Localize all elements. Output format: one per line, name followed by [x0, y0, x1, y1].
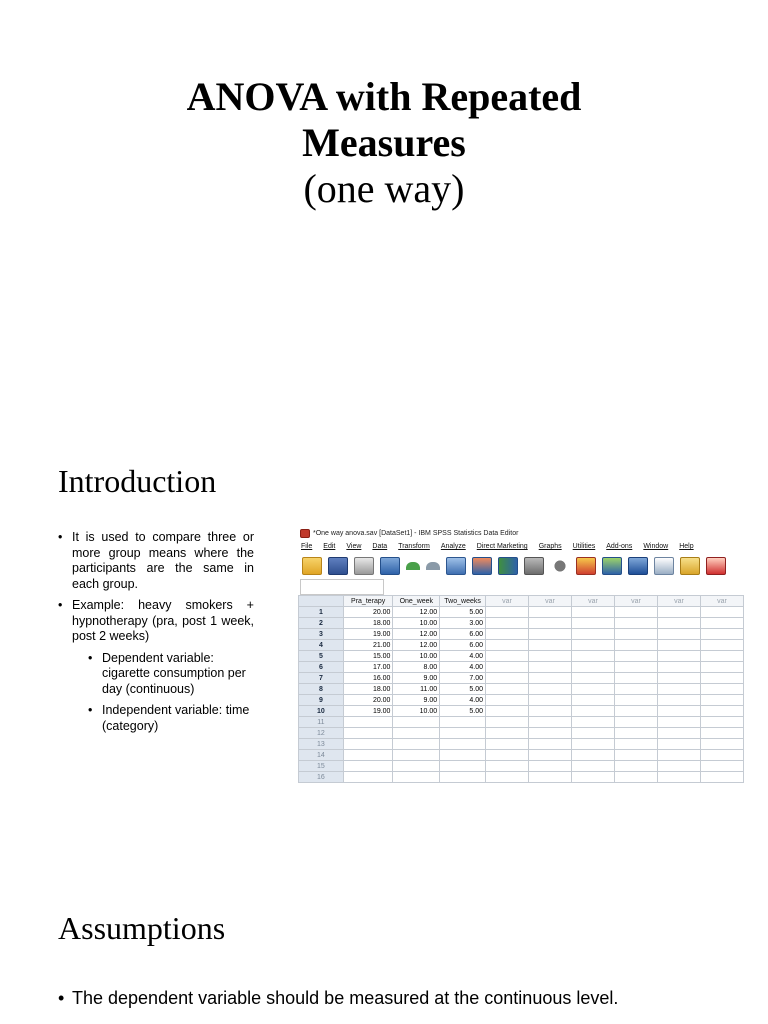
table-cell[interactable] [393, 761, 440, 772]
title-block [0, 74, 768, 212]
table-cell[interactable] [529, 662, 572, 673]
table-cell[interactable] [486, 651, 529, 662]
table-cell[interactable] [343, 761, 393, 772]
title-line-2: Measures [302, 120, 466, 165]
insert-cases-icon[interactable] [576, 557, 596, 575]
bullet-glyph: • [58, 988, 65, 1008]
select-cases-icon[interactable] [680, 557, 700, 575]
menu-help[interactable]: Help [679, 543, 694, 550]
table-cell[interactable] [657, 728, 700, 739]
table-cell[interactable] [700, 772, 743, 783]
row-header[interactable]: 2 [299, 618, 344, 629]
open-icon[interactable] [302, 557, 322, 575]
table-cell[interactable]: 4.00 [440, 662, 486, 673]
table-cell[interactable] [700, 739, 743, 750]
table-cell[interactable] [657, 640, 700, 651]
table-cell[interactable] [657, 629, 700, 640]
table-cell[interactable] [614, 706, 657, 717]
table-cell[interactable] [657, 684, 700, 695]
redo-icon[interactable] [426, 562, 440, 570]
table-cell[interactable] [571, 717, 614, 728]
table-cell[interactable] [700, 684, 743, 695]
table-cell[interactable]: 18.00 [343, 684, 393, 695]
table-row [299, 673, 744, 684]
table-cell[interactable] [700, 706, 743, 717]
split-file-icon[interactable] [628, 557, 648, 575]
menu-window[interactable]: Window [643, 543, 669, 550]
menu-file[interactable]: File [301, 543, 313, 550]
table-cell[interactable]: 12.00 [393, 607, 440, 618]
table-row [299, 662, 744, 673]
column-header[interactable]: var [529, 596, 572, 607]
table-cell[interactable] [614, 750, 657, 761]
table-cell[interactable] [700, 640, 743, 651]
column-header[interactable]: var [657, 596, 700, 607]
table-cell[interactable] [614, 695, 657, 706]
table-cell[interactable] [440, 739, 486, 750]
table-cell[interactable] [657, 706, 700, 717]
row-header[interactable]: 6 [299, 662, 344, 673]
table-cell[interactable] [571, 662, 614, 673]
table-cell[interactable] [440, 717, 486, 728]
table-cell[interactable] [486, 662, 529, 673]
bullet-item [58, 598, 254, 645]
table-cell[interactable] [529, 728, 572, 739]
table-cell[interactable]: 4.00 [440, 651, 486, 662]
table-cell[interactable] [529, 629, 572, 640]
table-cell[interactable]: 15.00 [343, 651, 393, 662]
table-cell[interactable] [614, 607, 657, 618]
table-cell[interactable] [486, 640, 529, 651]
row-header[interactable]: 15 [299, 761, 344, 772]
table-cell[interactable]: 3.00 [440, 618, 486, 629]
table-cell[interactable]: 6.00 [440, 640, 486, 651]
table-cell[interactable] [657, 717, 700, 728]
save-icon[interactable] [328, 557, 348, 575]
table-cell[interactable] [700, 607, 743, 618]
table-cell[interactable] [529, 618, 572, 629]
table-cell[interactable]: 9.00 [393, 673, 440, 684]
grid-corner[interactable] [299, 596, 344, 607]
table-cell[interactable] [657, 761, 700, 772]
table-cell[interactable] [529, 750, 572, 761]
table-cell[interactable] [486, 772, 529, 783]
assumptions-list [58, 984, 758, 1012]
row-header[interactable]: 3 [299, 629, 344, 640]
table-cell[interactable]: 20.00 [343, 695, 393, 706]
table-row [299, 629, 744, 640]
table-cell[interactable] [486, 728, 529, 739]
table-cell[interactable] [486, 717, 529, 728]
column-header[interactable]: var [571, 596, 614, 607]
spss-app-icon [300, 529, 310, 538]
table-cell[interactable] [393, 772, 440, 783]
spss-toolbar [298, 553, 744, 579]
table-cell[interactable] [343, 750, 393, 761]
table-cell[interactable] [571, 684, 614, 695]
column-header[interactable]: Two_weeks [440, 596, 486, 607]
goto-variable-icon[interactable] [472, 557, 492, 575]
table-cell[interactable]: 10.00 [393, 706, 440, 717]
table-cell[interactable] [529, 739, 572, 750]
table-cell[interactable] [529, 717, 572, 728]
table-cell[interactable] [614, 629, 657, 640]
table-cell[interactable] [657, 673, 700, 684]
row-header[interactable]: 8 [299, 684, 344, 695]
assumptions-heading: Assumptions [58, 910, 226, 946]
table-row [299, 684, 744, 695]
table-cell[interactable] [393, 750, 440, 761]
table-cell[interactable] [614, 717, 657, 728]
table-cell[interactable] [343, 717, 393, 728]
row-header[interactable]: 7 [299, 673, 344, 684]
insert-variable-icon[interactable] [602, 557, 622, 575]
table-cell[interactable] [529, 607, 572, 618]
table-cell[interactable] [486, 673, 529, 684]
row-header[interactable]: 9 [299, 695, 344, 706]
table-cell[interactable] [614, 673, 657, 684]
cell-reference-bar [300, 579, 744, 595]
table-cell[interactable]: 5.00 [440, 706, 486, 717]
table-cell[interactable] [657, 750, 700, 761]
title-line-3: (one way) [303, 166, 465, 211]
undo-icon[interactable] [406, 562, 420, 570]
sub-bullet-item [88, 651, 254, 698]
table-cell[interactable]: 10.00 [393, 618, 440, 629]
bullet-text: It is used to compare three or more group means where the participants are the same in each group. [72, 530, 254, 591]
table-cell[interactable] [529, 684, 572, 695]
table-cell[interactable]: 9.00 [393, 695, 440, 706]
column-header[interactable]: One_week [393, 596, 440, 607]
table-row [299, 618, 744, 629]
row-header[interactable]: 11 [299, 717, 344, 728]
table-cell[interactable]: 18.00 [343, 618, 393, 629]
table-cell[interactable] [571, 618, 614, 629]
menu-edit[interactable]: Edit [323, 543, 336, 550]
table-cell[interactable]: 5.00 [440, 607, 486, 618]
table-cell[interactable] [614, 728, 657, 739]
table-cell[interactable] [571, 640, 614, 651]
assumption-text: The dependent variable should be measured at the continuous level. [72, 988, 619, 1008]
title-line-1: ANOVA with Repeated [186, 74, 582, 119]
table-cell[interactable] [700, 695, 743, 706]
table-cell[interactable] [614, 640, 657, 651]
menu-transform[interactable]: Transform [398, 543, 430, 550]
table-cell[interactable] [614, 651, 657, 662]
table-cell[interactable] [343, 728, 393, 739]
table-cell[interactable] [486, 706, 529, 717]
row-header[interactable]: 5 [299, 651, 344, 662]
table-cell[interactable] [700, 761, 743, 772]
assumption-item [58, 984, 758, 1012]
bullet-glyph: • [58, 598, 63, 612]
table-cell[interactable] [657, 607, 700, 618]
table-cell[interactable]: 4.00 [440, 695, 486, 706]
table-cell[interactable] [614, 761, 657, 772]
spss-title-bar [298, 526, 744, 540]
table-cell[interactable]: 16.00 [343, 673, 393, 684]
table-cell[interactable] [657, 772, 700, 783]
table-cell[interactable] [657, 662, 700, 673]
table-cell[interactable] [393, 717, 440, 728]
variables-icon[interactable] [498, 557, 518, 575]
table-cell[interactable] [529, 640, 572, 651]
table-row [299, 607, 744, 618]
table-cell[interactable] [614, 662, 657, 673]
table-row [299, 695, 744, 706]
data-grid [298, 595, 744, 783]
table-cell[interactable] [529, 706, 572, 717]
table-cell[interactable] [393, 739, 440, 750]
table-cell[interactable] [486, 684, 529, 695]
table-cell[interactable] [700, 629, 743, 640]
row-header[interactable]: 13 [299, 739, 344, 750]
table-cell[interactable] [571, 772, 614, 783]
table-cell[interactable] [657, 695, 700, 706]
table-row [299, 651, 744, 662]
table-cell[interactable]: 7.00 [440, 673, 486, 684]
table-cell[interactable] [571, 607, 614, 618]
bullet-glyph: • [88, 703, 93, 717]
table-cell[interactable] [657, 739, 700, 750]
cell-reference-input[interactable] [300, 579, 384, 595]
menu-data[interactable]: Data [372, 543, 388, 550]
table-cell[interactable] [571, 739, 614, 750]
table-cell[interactable] [529, 651, 572, 662]
table-cell[interactable] [700, 673, 743, 684]
sub-bullet-text: Independent variable: time (category) [102, 703, 250, 733]
table-cell[interactable]: 10.00 [393, 651, 440, 662]
table-cell[interactable]: 6.00 [440, 629, 486, 640]
bullet-item [58, 530, 254, 592]
table-cell[interactable] [657, 651, 700, 662]
table-cell[interactable] [700, 750, 743, 761]
table-cell[interactable]: 21.00 [343, 640, 393, 651]
table-cell[interactable]: 12.00 [393, 640, 440, 651]
bullet-glyph: • [88, 650, 93, 665]
value-labels-icon[interactable] [706, 557, 726, 575]
table-cell[interactable] [486, 629, 529, 640]
spss-window-title: *One way anova.sav [DataSet1] - IBM SPSS Statistics Data Editor [313, 529, 519, 537]
table-cell[interactable] [486, 750, 529, 761]
table-cell[interactable]: 12.00 [393, 629, 440, 640]
table-cell[interactable] [486, 618, 529, 629]
table-cell[interactable] [571, 750, 614, 761]
table-cell[interactable] [486, 761, 529, 772]
bullet-text: Example: heavy smokers + hypnotherapy (pra, post 1 week, post 2 weeks) [72, 598, 254, 643]
table-cell[interactable]: 19.00 [343, 706, 393, 717]
column-header[interactable]: var [486, 596, 529, 607]
table-row [299, 717, 744, 728]
table-cell[interactable] [614, 772, 657, 783]
table-row [299, 728, 744, 739]
table-cell[interactable] [440, 750, 486, 761]
row-header[interactable]: 10 [299, 706, 344, 717]
table-cell[interactable] [343, 772, 393, 783]
table-cell[interactable]: 20.00 [343, 607, 393, 618]
table-cell[interactable]: 17.00 [343, 662, 393, 673]
table-cell[interactable] [343, 739, 393, 750]
row-header[interactable]: 4 [299, 640, 344, 651]
menu-graphs[interactable]: Graphs [538, 543, 562, 550]
table-cell[interactable] [571, 761, 614, 772]
table-cell[interactable] [614, 684, 657, 695]
table-cell[interactable] [529, 673, 572, 684]
table-cell[interactable] [700, 728, 743, 739]
table-cell[interactable] [486, 739, 529, 750]
table-cell[interactable] [571, 728, 614, 739]
sub-bullet-text: Dependent variable: cigarette consumption per day (continuous) [102, 650, 246, 696]
table-cell[interactable] [440, 761, 486, 772]
table-row [299, 750, 744, 761]
table-cell[interactable] [614, 618, 657, 629]
table-cell[interactable] [440, 728, 486, 739]
table-cell[interactable]: 8.00 [393, 662, 440, 673]
column-header[interactable]: var [614, 596, 657, 607]
row-header[interactable]: 1 [299, 607, 344, 618]
table-cell[interactable] [571, 673, 614, 684]
table-cell[interactable] [700, 651, 743, 662]
spss-menu-bar [298, 540, 744, 553]
table-cell[interactable] [571, 651, 614, 662]
dialog-recall-icon[interactable] [380, 557, 400, 575]
table-cell[interactable] [571, 695, 614, 706]
table-cell[interactable]: 11.00 [393, 684, 440, 695]
table-cell[interactable] [700, 618, 743, 629]
table-cell[interactable] [571, 629, 614, 640]
row-header[interactable]: 16 [299, 772, 344, 783]
introduction-heading: Introduction [58, 463, 217, 499]
row-header[interactable]: 14 [299, 750, 344, 761]
spss-data-editor-screenshot [298, 526, 744, 808]
table-row [299, 640, 744, 651]
table-cell[interactable] [529, 772, 572, 783]
table-row [299, 739, 744, 750]
table-cell[interactable] [657, 618, 700, 629]
table-cell[interactable] [571, 706, 614, 717]
table-cell[interactable] [486, 607, 529, 618]
sub-bullet-item [88, 703, 254, 734]
table-cell[interactable]: 5.00 [440, 684, 486, 695]
table-cell[interactable] [614, 739, 657, 750]
goto-case-icon[interactable] [446, 557, 466, 575]
weight-cases-icon[interactable] [654, 557, 674, 575]
find-icon[interactable] [550, 557, 570, 575]
menu-view[interactable]: View [346, 543, 362, 550]
run-descriptives-icon[interactable] [524, 557, 544, 575]
table-cell[interactable] [700, 662, 743, 673]
row-header[interactable]: 12 [299, 728, 344, 739]
table-cell[interactable] [529, 761, 572, 772]
introduction-bullets [58, 530, 254, 740]
print-icon[interactable] [354, 557, 374, 575]
column-header[interactable]: Pra_terapy [343, 596, 393, 607]
bullet-glyph: • [58, 530, 63, 544]
table-cell[interactable] [393, 728, 440, 739]
column-header[interactable]: var [700, 596, 743, 607]
table-cell[interactable] [486, 695, 529, 706]
menu-add-ons[interactable]: Add-ons [606, 543, 633, 550]
menu-analyze[interactable]: Analyze [440, 543, 466, 550]
table-cell[interactable]: 19.00 [343, 629, 393, 640]
table-cell[interactable] [700, 717, 743, 728]
table-row [299, 706, 744, 717]
menu-direct-marketing[interactable]: Direct Marketing [476, 543, 528, 550]
table-cell[interactable] [440, 772, 486, 783]
table-row [299, 772, 744, 783]
table-cell[interactable] [529, 695, 572, 706]
menu-utilities[interactable]: Utilities [572, 543, 596, 550]
table-row [299, 761, 744, 772]
